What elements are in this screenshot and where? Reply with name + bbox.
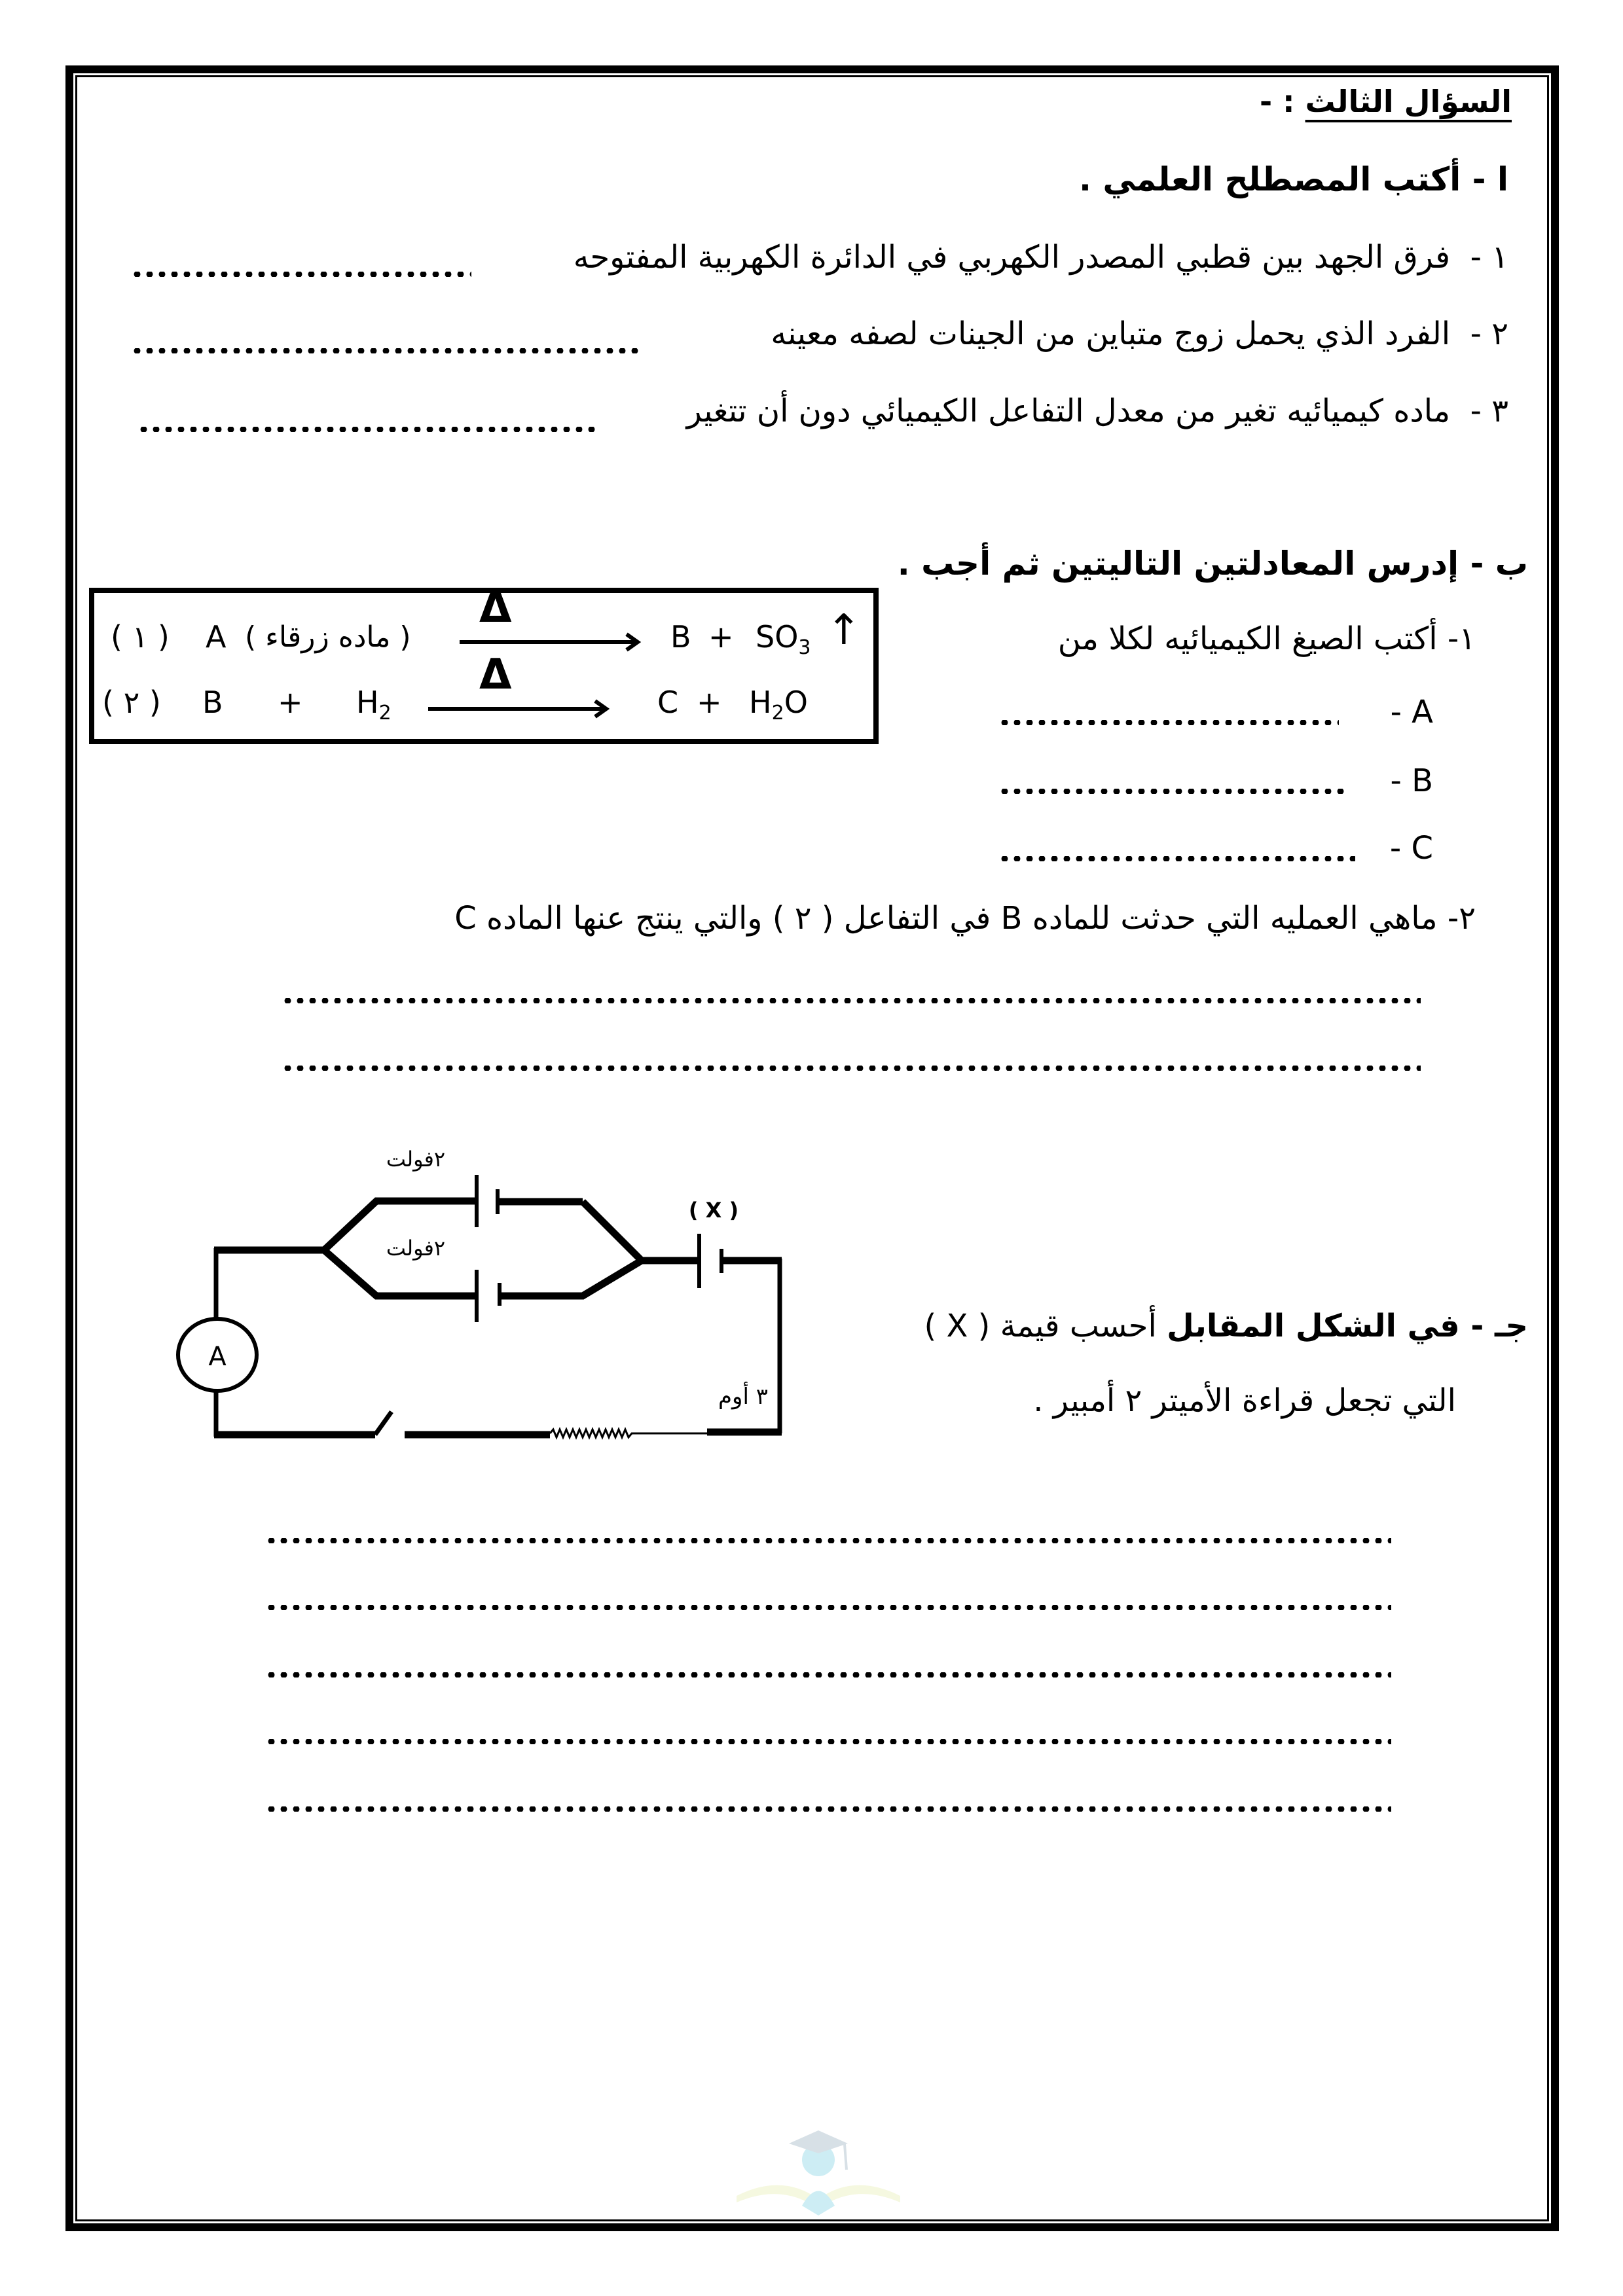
h2-formula: H bbox=[356, 685, 379, 720]
heat-delta-icon-2: Δ bbox=[479, 651, 512, 699]
eq2-plus-2: + bbox=[697, 685, 722, 720]
switch-lever bbox=[375, 1412, 392, 1435]
ammeter-label: A bbox=[208, 1342, 227, 1372]
part-b-q1: ١- أكتب الصيغ الكيميائيه لكلا من bbox=[1057, 620, 1476, 657]
eq1-product-1: B bbox=[670, 619, 691, 655]
eq1-number: ( ١ ) bbox=[111, 619, 170, 655]
battery-top-label: ٢فولت bbox=[386, 1147, 446, 1172]
so3-formula: SO bbox=[756, 619, 799, 655]
answer-line-b2-2[interactable] bbox=[282, 1066, 1421, 1071]
gas-arrow-icon: ↑ bbox=[826, 606, 862, 655]
item-number: ٣ - bbox=[1470, 393, 1508, 429]
answer-line-c-5[interactable] bbox=[265, 1806, 1391, 1812]
eq1-product-2 bbox=[756, 619, 811, 659]
eq1-plus: + bbox=[708, 619, 734, 655]
circuit-diagram bbox=[157, 1126, 799, 1466]
resistor-icon bbox=[550, 1429, 708, 1437]
answer-line-b2-1[interactable] bbox=[282, 998, 1421, 1003]
item-number: ١ - bbox=[1470, 239, 1508, 276]
wire bbox=[501, 1261, 642, 1296]
part-a-item-1 bbox=[574, 239, 1508, 276]
answer-line-c-3[interactable] bbox=[265, 1672, 1391, 1677]
eq2-number: ( ٢ ) bbox=[102, 685, 161, 720]
equations-box bbox=[89, 584, 879, 744]
so3-subscript: 3 bbox=[798, 636, 811, 660]
part-b-heading: ب - إدرس المعادلتين التاليتين ثم أجب . bbox=[897, 545, 1528, 583]
item-text: ماده كيميائيه تغير من معدل التفاعل الكيميائي دون أن تتغير bbox=[686, 393, 1451, 429]
eq2-plus: + bbox=[278, 685, 303, 720]
part-c-heading-label: جـ - في الشكل المقابل bbox=[1167, 1308, 1528, 1344]
eq1-note: ( ماده زرقاء ) bbox=[245, 620, 411, 654]
question-title-suffix: : - bbox=[1260, 84, 1305, 119]
resistor-label: ٣ أوم bbox=[718, 1384, 768, 1410]
unknown-battery-label: ( X ) bbox=[688, 1198, 739, 1223]
question-title-label: السؤال الثالث bbox=[1305, 84, 1512, 119]
answer-line-a2[interactable] bbox=[131, 348, 642, 353]
part-c-heading-rest: أحسب قيمة ( X ) bbox=[924, 1308, 1167, 1344]
h2o-o: O bbox=[784, 685, 808, 720]
h2o-h: H bbox=[749, 685, 772, 720]
item-text: فرق الجهد بين قطبي المصدر الكهربي في الدائرة الكهربية المفتوحه bbox=[573, 239, 1451, 276]
answer-line-formula-b[interactable] bbox=[998, 789, 1345, 794]
formula-label-b: B - bbox=[1390, 762, 1433, 799]
question-title bbox=[1260, 84, 1512, 119]
part-a-item-3 bbox=[687, 393, 1508, 429]
answer-line-c-1[interactable] bbox=[265, 1538, 1391, 1543]
answer-line-formula-a[interactable] bbox=[998, 720, 1339, 725]
part-b-q2: ٢- ماهي العمليه التي حدثت للماده B في التفاعل ( ٢ ) والتي ينتج عنها الماده C bbox=[454, 900, 1476, 937]
answer-line-a3[interactable] bbox=[137, 427, 596, 432]
eq2-reactant-1: B bbox=[202, 685, 223, 720]
wire bbox=[583, 1202, 642, 1261]
battery-bottom-label: ٢فولت bbox=[386, 1236, 446, 1261]
eq2-product-1: C bbox=[657, 685, 679, 720]
answer-line-formula-c[interactable] bbox=[998, 856, 1355, 861]
heat-delta-icon-1: Δ bbox=[479, 584, 512, 632]
eq2-reactant-2 bbox=[356, 685, 392, 725]
item-number: ٢ - bbox=[1470, 315, 1508, 352]
eq2-product-2 bbox=[749, 685, 808, 725]
h2o-subscript: 2 bbox=[771, 702, 784, 725]
answer-line-c-2[interactable] bbox=[265, 1605, 1391, 1610]
h2-subscript: 2 bbox=[378, 702, 392, 725]
formula-label-c: C - bbox=[1389, 830, 1433, 867]
formula-label-a: A - bbox=[1390, 694, 1433, 730]
item-text: الفرد الذي يحمل زوج متباين من الجينات لصفه معينه bbox=[771, 315, 1451, 352]
eq1-reactant: A bbox=[206, 619, 227, 655]
reaction-arrow-icon-1 bbox=[460, 632, 643, 652]
part-a-heading: ا - أكتب المصطلح العلمي . bbox=[1079, 160, 1508, 198]
equation-1 bbox=[111, 619, 170, 655]
answer-line-c-4[interactable] bbox=[265, 1739, 1391, 1744]
answer-line-a1[interactable] bbox=[131, 272, 471, 277]
reaction-arrow-icon-2 bbox=[428, 699, 611, 719]
part-c-heading bbox=[924, 1308, 1528, 1344]
part-c-line2: التي تجعل قراءة الأميتر ٢ أمبير . bbox=[1033, 1382, 1456, 1419]
part-a-item-2 bbox=[771, 315, 1508, 352]
graduate-book-logo-icon bbox=[710, 2108, 926, 2219]
